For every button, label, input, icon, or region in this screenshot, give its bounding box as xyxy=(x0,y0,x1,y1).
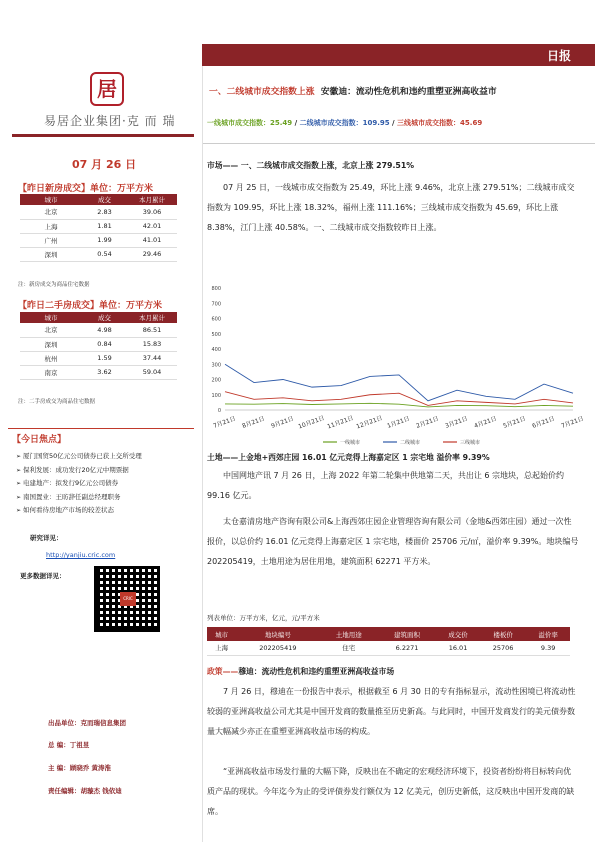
policy-heading: 政策——穆迪：流动性危机和违约重塑亚洲高收益市场 xyxy=(207,667,395,676)
y-tick-label: 700 xyxy=(211,301,221,308)
table-row: 深圳 0.54 29.46 xyxy=(20,247,177,261)
focus-list xyxy=(16,450,196,518)
header-bar xyxy=(202,44,595,66)
col-header: 城市 xyxy=(20,312,82,323)
market-heading: 市场—— 一、二线城市成交指数上涨，北京上涨 279.51% xyxy=(207,161,415,170)
col-header: 土地用途 xyxy=(320,627,378,641)
focus-item[interactable]: ➢ 厦门国贸50亿元公司债券已获上交所受理 xyxy=(16,450,196,464)
report-type-label: 日报 xyxy=(546,49,571,63)
second-house-title: 【昨日二手房成交】单位：万平方米 xyxy=(18,301,163,311)
y-tick-label: 200 xyxy=(211,377,221,384)
col-header: 溢价率 xyxy=(526,627,570,641)
x-tick-label: 7月21日 xyxy=(212,415,237,430)
x-tick-label: 11月21日 xyxy=(326,414,355,431)
headline: 一、二线城市成交指数上涨 安徽迪：流动性危机和违约重塑亚洲高收益市 xyxy=(209,87,497,97)
focus-divider xyxy=(8,428,194,429)
focus-item[interactable]: ➢ 南国置业：王昉辞任副总经理职务 xyxy=(16,491,196,505)
table-row: 广州 1.99 41.01 xyxy=(20,233,177,247)
more-data-label: 更多数据详见： xyxy=(20,572,66,580)
legend-label: 一线城市 xyxy=(340,440,361,446)
land-paragraph-1: 中国网地产讯 7 月 26 日，上海 2022 年第二轮集中供地第二天，共出让 6 宗地块，总起始价约 99.16 亿元。 xyxy=(207,471,565,500)
index-line-chart xyxy=(203,282,585,452)
table-row: 北京 4.98 86.51 xyxy=(20,323,177,337)
y-tick-label: 300 xyxy=(211,362,221,369)
new-house-title: 【昨日新房成交】单位：万平方米 xyxy=(18,184,154,194)
table-row: 上海 202205419 住宅 6.2271 16.01 25706 9.39 xyxy=(207,641,570,655)
focus-item[interactable]: ➢ 如何看待房地产市场的较差状态 xyxy=(16,504,196,518)
series-line xyxy=(225,403,573,407)
new-house-table xyxy=(20,194,177,262)
col-header: 建筑面积 xyxy=(378,627,436,641)
qr-badge: CRIC xyxy=(120,592,136,606)
market-paragraph: 07 月 25 日，一线城市成交指数为 25.49，环比上涨 9.46%，北京上涨 279.51%；二线城市成交指数为 109.95，环比上涨 18.32%，福州上涨 111.16%；三线城市成交指数为 45.69，环比上涨 8.38%，江门上涨 40.58%。一、二线城市成交指数较昨日上涨。 xyxy=(207,183,575,232)
y-tick-label: 600 xyxy=(211,316,221,323)
x-tick-label: 4月21日 xyxy=(473,415,498,430)
col-header: 城市 xyxy=(207,627,236,641)
focus-item[interactable]: ➢ 保利发展：成功发行20亿元中期票据 xyxy=(16,464,196,478)
col-header: 本月累计 xyxy=(127,194,177,205)
x-tick-label: 5月21日 xyxy=(502,415,527,430)
second-house-table xyxy=(20,312,177,380)
credit-line: 主 编：顾晓乔 黄涛淮 xyxy=(48,764,112,772)
x-tick-label: 2月21日 xyxy=(415,415,440,430)
x-tick-label: 9月21日 xyxy=(270,415,295,430)
policy-paragraph-1: 7 月 26 日，穆迪在一份报告中表示，根据截至 6 月 30 日的专有指标显示，流动性困境已将流动性较弱的亚洲高收益公司尤其是中国开发商的数量推至历史新高。与此同时，中国开发商发行的美元债券数量大幅减少亦正在重塑亚洲高收益市场的构成。 xyxy=(207,687,576,736)
summary-divider xyxy=(203,143,595,144)
table-row: 杭州 1.59 37.44 xyxy=(20,351,177,365)
series-line xyxy=(225,364,573,401)
col-header: 城市 xyxy=(20,194,82,205)
second-house-note: 注：二手房成交为商品住宅数据 xyxy=(18,399,96,405)
index-summary: 一线城市成交指数：25.49 / 二线城市成交指数：109.95 / 三线城市成交指数：45.69 xyxy=(207,119,483,127)
table-unit-note: 列表单位：万平方米，亿元，元/平方米 xyxy=(207,614,320,622)
table-row: 深圳 0.84 15.83 xyxy=(20,337,177,351)
x-tick-label: 10月21日 xyxy=(297,414,326,431)
policy-paragraph-2: “亚洲高收益市场发行量的大幅下降，反映出在不确定的宏观经济环境下，投资者纷纷将目标转向优质产品的现状。今年迄今为止的受评债券发行额仅为 12 亿美元，创历史新低，这反映出中国开发商的缺席。 xyxy=(207,767,575,816)
company-name: 易居企业集团·克 而 瑞 xyxy=(44,114,176,128)
x-tick-label: 6月21日 xyxy=(531,415,556,430)
focus-item[interactable]: ➢ 电建地产：拟发行9亿元公司债券 xyxy=(16,477,196,491)
table-row: 南京 3.62 59.04 xyxy=(20,365,177,379)
x-tick-label: 12月21日 xyxy=(355,414,384,431)
y-tick-label: 500 xyxy=(211,331,221,338)
y-tick-label: 100 xyxy=(211,392,221,399)
credit-line: 总 编：丁祖昱 xyxy=(48,741,90,749)
col-header: 地块编号 xyxy=(236,627,319,641)
y-tick-label: 800 xyxy=(211,286,221,292)
y-tick-label: 400 xyxy=(211,347,221,353)
left-divider xyxy=(12,134,194,137)
focus-title: 【今日焦点】 xyxy=(12,435,67,445)
legend-label: 三线城市 xyxy=(460,440,481,446)
col-header: 成交 xyxy=(82,194,127,205)
land-deal-table xyxy=(207,627,570,656)
land-paragraph-2: 太仓嘉清房地产咨询有限公司&上海西郊庄园企业管理咨询有限公司（金地&西郊庄园）通过一次性报价，以总价约 16.01 亿元竞得上海嘉定区 1 宗宅地，楼面价 25706 元/㎡，溢价率 9.39%。地块编号 202205419，土地用途为居住用地，建筑面积 62271 平方米。 xyxy=(207,517,579,566)
y-tick-label: 0 xyxy=(217,408,221,414)
credit-line: 出品单位：克而瑞信息集团 xyxy=(48,719,126,727)
research-link[interactable]: http://yanjiu.cric.com xyxy=(46,551,116,559)
col-header: 成交 xyxy=(82,312,127,323)
col-header: 成交价 xyxy=(436,627,480,641)
research-label: 研究详见： xyxy=(30,534,63,542)
x-tick-label: 8月21日 xyxy=(241,415,266,430)
col-header: 楼板价 xyxy=(480,627,526,641)
report-date: 07 月 26 日 xyxy=(72,158,137,171)
company-logo: 居 xyxy=(90,72,124,106)
column-divider xyxy=(202,66,203,842)
x-tick-label: 7月21日 xyxy=(560,415,585,430)
x-tick-label: 1月21日 xyxy=(386,415,411,430)
new-house-note: 注：新房成交为商品住宅数据 xyxy=(18,282,90,288)
col-header: 本月累计 xyxy=(127,312,177,323)
legend-label: 二线城市 xyxy=(400,440,421,446)
credit-line: 责任编辑：胡璇杰 钱依迪 xyxy=(48,787,122,795)
table-row: 上海 1.81 42.01 xyxy=(20,219,177,233)
x-tick-label: 3月21日 xyxy=(444,415,469,430)
table-row: 北京 2.83 39.06 xyxy=(20,205,177,219)
land-heading: 土地——上金地+西郊庄园 16.01 亿元竞得上海嘉定区 1 宗宅地 溢价率 9.39% xyxy=(207,453,490,462)
